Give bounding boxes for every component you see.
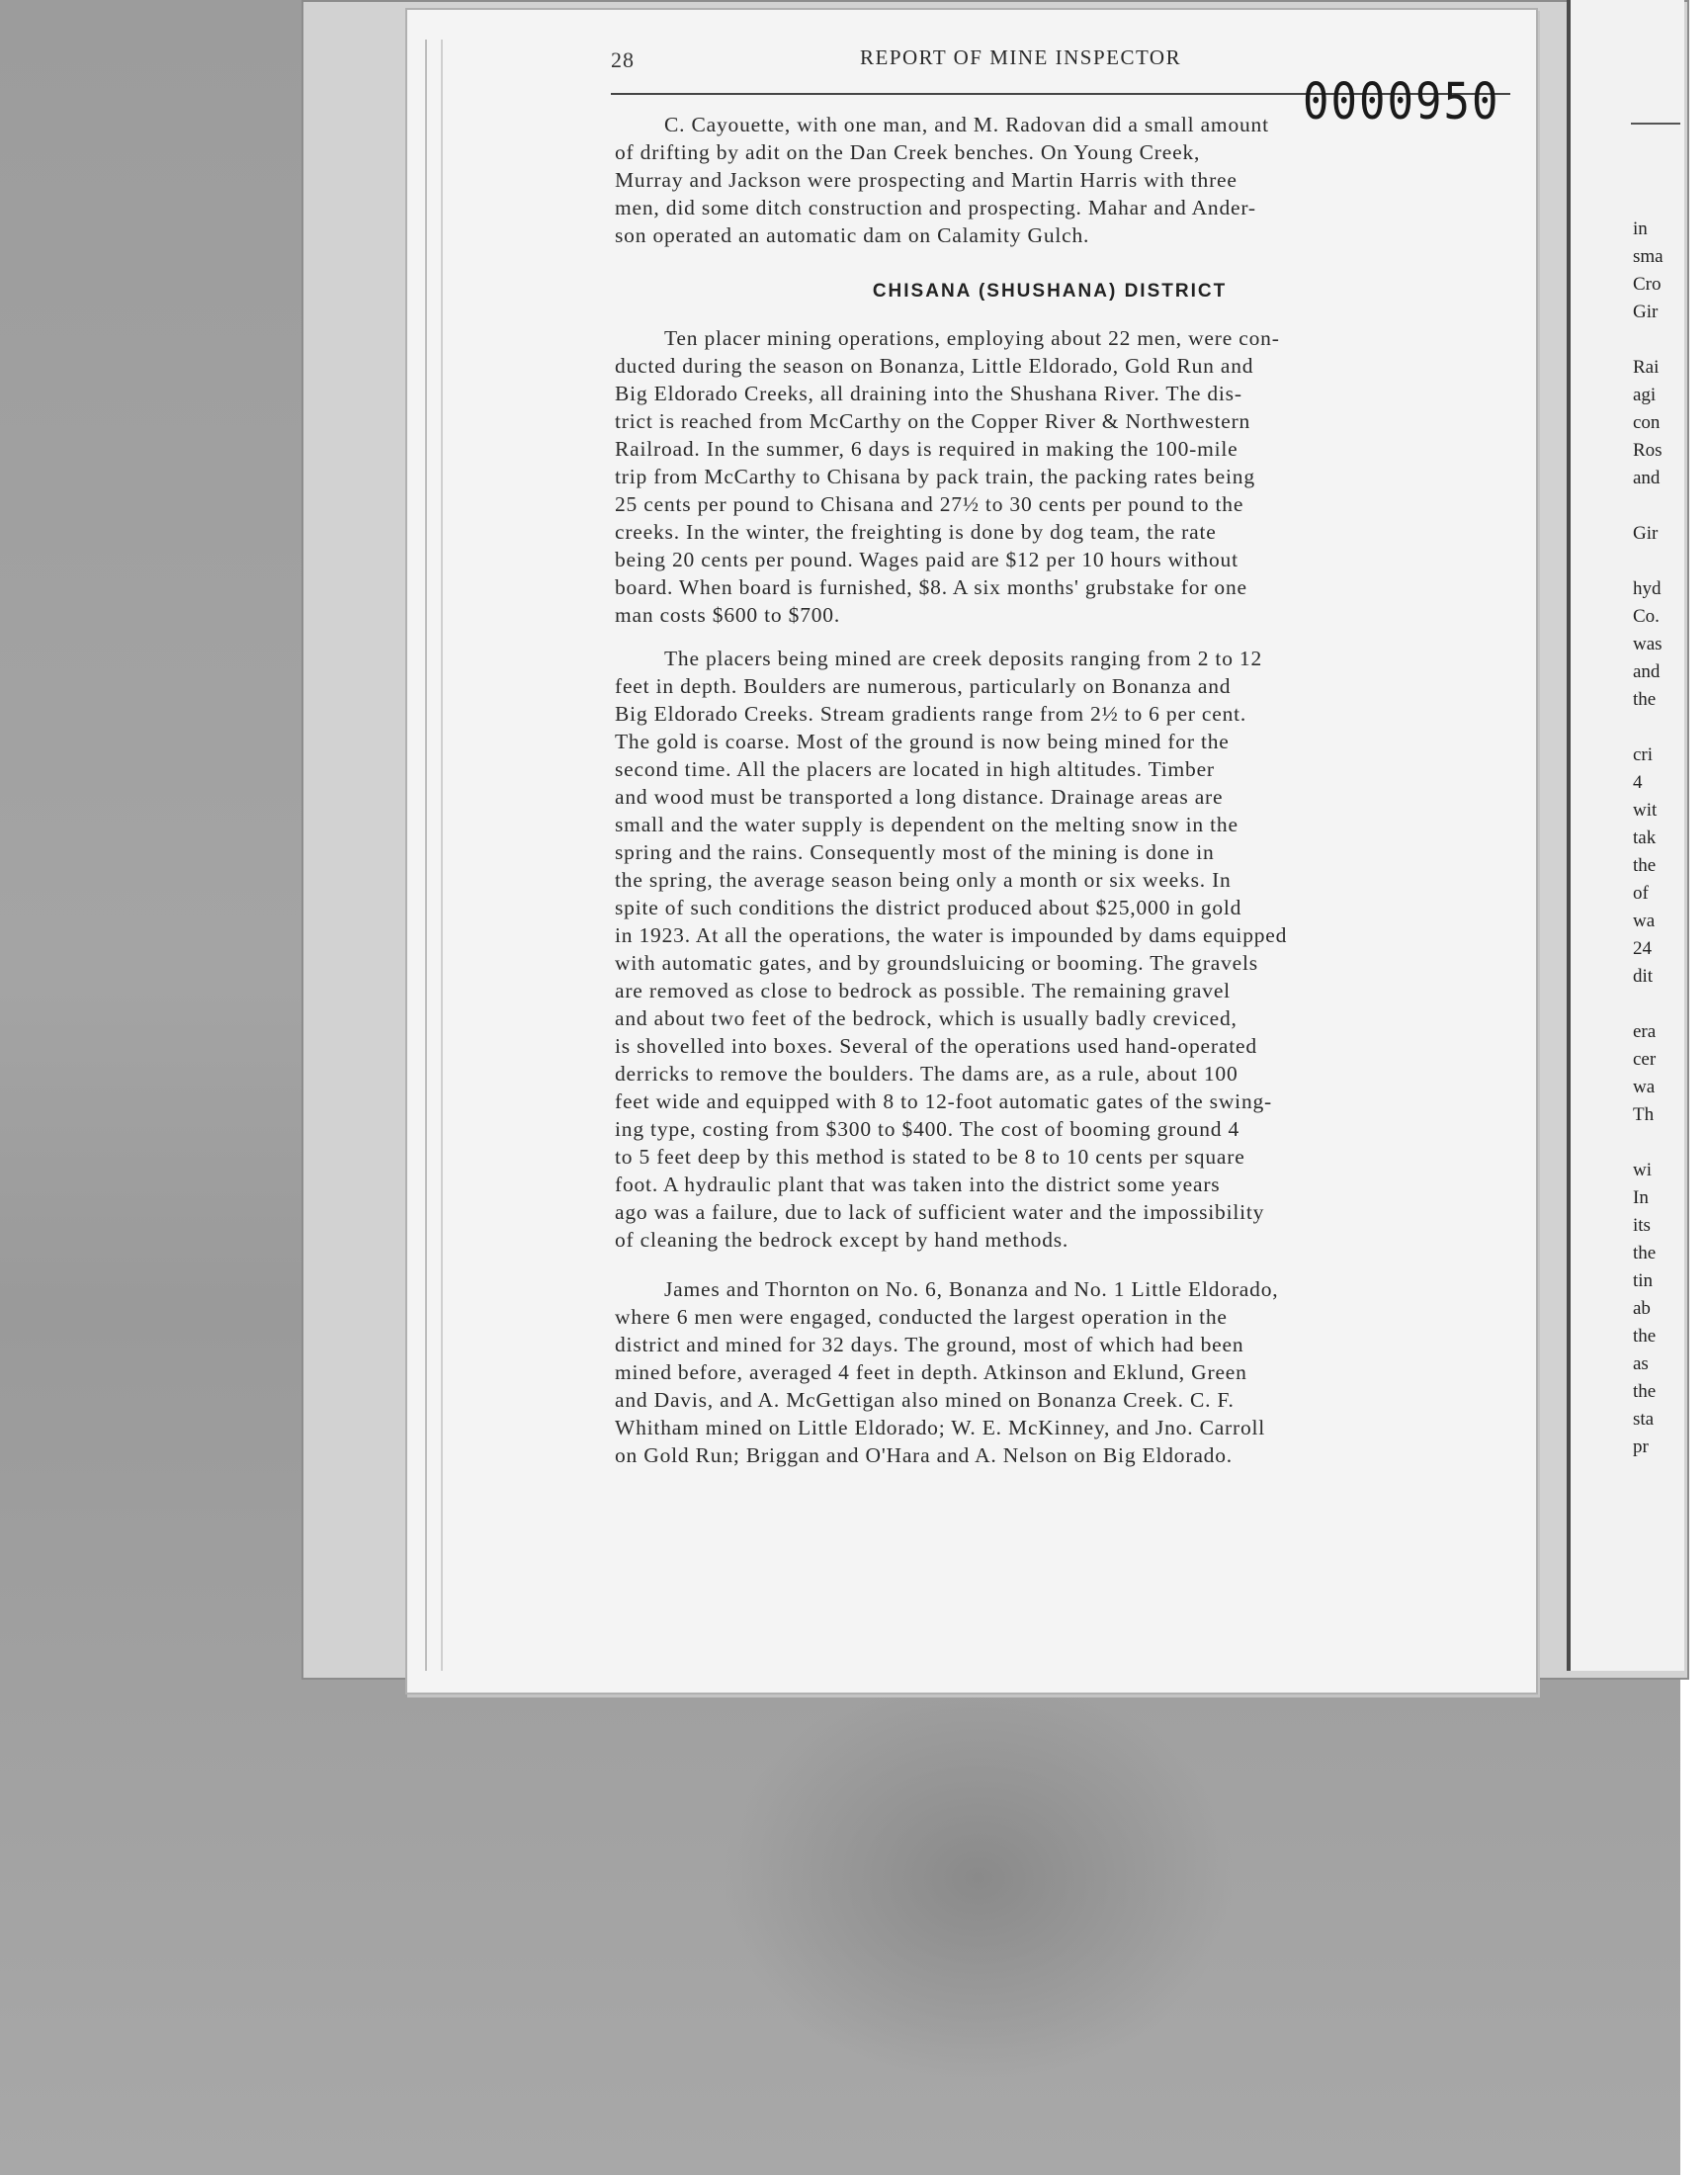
adjacent-page-fragment — [1633, 326, 1680, 354]
text-line: where 6 men were engaged, conducted the largest operation in the — [615, 1305, 1228, 1329]
text-line: Big Eldorado Creeks, all draining into the Shushana River. The dis- — [615, 382, 1242, 405]
text-line: The gold is coarse. Most of the ground is now being mined for the — [615, 730, 1230, 753]
text-line: trict is reached from McCarthy on the Copper River & Northwestern — [615, 409, 1251, 433]
adjacent-page-fragment: tak — [1633, 827, 1657, 848]
adjacent-page-fragment: the — [1633, 855, 1657, 876]
adjacent-page-fragment: tin — [1633, 1270, 1654, 1291]
text-line: with automatic gates, and by groundsluicing or booming. The gravels — [615, 951, 1258, 975]
text-line: feet in depth. Boulders are numerous, particularly on Bonanza and — [615, 674, 1232, 698]
text-line: man costs $600 to $700. — [615, 603, 841, 627]
text-line: board. When board is furnished, $8. A six months' grubstake for one — [615, 575, 1247, 599]
running-head: REPORT OF MINE INSPECTOR — [860, 45, 1182, 69]
text-line: on Gold Run; Briggan and O'Hara and A. Nelson on Big Eldorado. — [615, 1443, 1233, 1467]
adjacent-page-fragment: Ros — [1633, 440, 1663, 461]
text-line: James and Thornton on No. 6, Bonanza and No. 1 Little Eldorado, — [664, 1277, 1279, 1301]
adjacent-page-fragment — [1633, 714, 1680, 741]
text-line: second time. All the placers are located in high altitudes. Timber — [615, 757, 1215, 781]
adjacent-page-fragment: Rai — [1633, 357, 1660, 378]
adjacent-page-fragment: the — [1633, 689, 1657, 710]
adjacent-page-text — [1633, 216, 1680, 1501]
text-line: of drifting by adit on the Dan Creek benches. On Young Creek, — [615, 140, 1201, 164]
adjacent-page-fragment: the — [1633, 1326, 1657, 1347]
page-number: 28 — [611, 47, 635, 72]
adjacent-page-rule — [1631, 123, 1680, 125]
text-line: ing type, costing from $300 to $400. The cost of booming ground 4 — [615, 1117, 1240, 1141]
adjacent-page-fragment: 24 — [1633, 938, 1652, 959]
text-line: district and mined for 32 days. The ground, most of which had been — [615, 1333, 1244, 1356]
text-line: the spring, the average season being only a month or six weeks. In — [615, 868, 1232, 892]
text-line: spring and the rains. Consequently most of the mining is done in — [615, 840, 1215, 864]
adjacent-page-fragment: wi — [1633, 1160, 1652, 1180]
adjacent-page-fragment: In — [1633, 1187, 1649, 1208]
adjacent-page-fragment: ab — [1633, 1298, 1651, 1319]
text-line: derricks to remove the boulders. The dams are, as a rule, about 100 — [615, 1062, 1238, 1086]
text-line: mined before, averaged 4 feet in depth. Atkinson and Eklund, Green — [615, 1360, 1247, 1384]
text-line: of cleaning the bedrock except by hand methods. — [615, 1228, 1069, 1252]
adjacent-page-fragment: sta — [1633, 1409, 1655, 1430]
adjacent-page-fragment: wa — [1633, 911, 1656, 931]
adjacent-page-fragment: dit — [1633, 966, 1654, 987]
adjacent-page-fragment: con — [1633, 412, 1661, 433]
text-line: Ten placer mining operations, employing about 22 men, were con- — [664, 326, 1280, 350]
adjacent-page-fragment: wit — [1633, 800, 1658, 821]
adjacent-page-fragment: its — [1633, 1215, 1651, 1236]
adjacent-page-fragment — [1633, 548, 1680, 575]
adjacent-page-fragment: hyd — [1633, 578, 1662, 599]
intro-paragraph — [615, 111, 1485, 249]
text-line: and about two feet of the bedrock, which is usually badly creviced, — [615, 1006, 1238, 1030]
adjacent-page-fragment: the — [1633, 1243, 1657, 1263]
text-line: foot. A hydraulic plant that was taken into the district some years — [615, 1173, 1221, 1196]
text-line: feet wide and equipped with 8 to 12-foot automatic gates of the swing- — [615, 1089, 1273, 1113]
adjacent-page-fragment: the — [1633, 1381, 1657, 1402]
page-binding-edge — [425, 40, 443, 1671]
adjacent-page-fragment: pr — [1633, 1436, 1649, 1457]
text-line: Whitham mined on Little Eldorado; W. E. McKinney, and Jno. Carroll — [615, 1416, 1266, 1439]
adjacent-page-fragment: cri — [1633, 744, 1654, 765]
text-line: trip from McCarthy to Chisana by pack train, the packing rates being — [615, 465, 1255, 488]
text-line: Railroad. In the summer, 6 days is required in making the 100-mile — [615, 437, 1238, 461]
adjacent-page-fragment: in — [1633, 218, 1648, 239]
adjacent-page-fragment: era — [1633, 1021, 1657, 1042]
paragraph-2 — [615, 645, 1485, 1254]
adjacent-page-fragment: wa — [1633, 1077, 1656, 1097]
text-line: ago was a failure, due to lack of sufficient water and the impossibility — [615, 1200, 1265, 1224]
paragraph-3 — [615, 1275, 1485, 1469]
text-line: men, did some ditch construction and prospecting. Mahar and Ander- — [615, 196, 1256, 219]
adjacent-page-fragment: Gir — [1633, 523, 1659, 544]
paragraph-1 — [615, 324, 1485, 629]
text-line: son operated an automatic dam on Calamity Gulch. — [615, 223, 1090, 247]
text-line: and wood must be transported a long distance. Drainage areas are — [615, 785, 1224, 809]
adjacent-page-fragment: was — [1633, 634, 1663, 654]
section-heading: CHISANA (SHUSHANA) DISTRICT — [872, 281, 1228, 302]
text-line: creeks. In the winter, the freighting is done by dog team, the rate — [615, 520, 1217, 544]
text-line: Big Eldorado Creeks. Stream gradients range from 2½ to 6 per cent. — [615, 702, 1247, 726]
text-line: to 5 feet deep by this method is stated to be 8 to 10 cents per square — [615, 1145, 1245, 1169]
text-line: The placers being mined are creek deposits ranging from 2 to 12 — [664, 647, 1263, 670]
bates-number-stamp: 0000950 — [1303, 73, 1500, 131]
text-line: C. Cayouette, with one man, and M. Radovan did a small amount — [664, 113, 1269, 136]
adjacent-page-fragment: and — [1633, 661, 1661, 682]
adjacent-page-fragment: as — [1633, 1353, 1649, 1374]
adjacent-page-fragment: agi — [1633, 385, 1657, 405]
background-shadow — [722, 1671, 1236, 2086]
adjacent-page-fragment: Th — [1633, 1104, 1655, 1125]
adjacent-page-fragment: cer — [1633, 1049, 1657, 1070]
text-line: in 1923. At all the operations, the water is impounded by dams equipped — [615, 923, 1288, 947]
adjacent-page-fragment: Co. — [1633, 606, 1660, 627]
text-line: are removed as close to bedrock as possible. The remaining gravel — [615, 979, 1231, 1002]
adjacent-page-fragment — [1633, 492, 1680, 520]
text-line: and Davis, and A. McGettigan also mined on Bonanza Creek. C. F. — [615, 1388, 1235, 1412]
adjacent-page-fragment: 4 — [1633, 772, 1643, 793]
text-line: being 20 cents per pound. Wages paid are $12 per 10 hours without — [615, 548, 1238, 571]
text-line: small and the water supply is dependent on the melting snow in the — [615, 813, 1238, 836]
adjacent-page-fragment: and — [1633, 468, 1661, 488]
adjacent-page-fragment: Gir — [1633, 302, 1659, 322]
text-line: is shovelled into boxes. Several of the operations used hand-operated — [615, 1034, 1257, 1058]
text-line: ducted during the season on Bonanza, Little Eldorado, Gold Run and — [615, 354, 1254, 378]
adjacent-page-fragment: sma — [1633, 246, 1664, 267]
text-line: 25 cents per pound to Chisana and 27½ to 30 cents per pound to the — [615, 492, 1244, 516]
adjacent-page-fragment: Cro — [1633, 274, 1662, 295]
adjacent-page-fragment — [1633, 991, 1680, 1018]
text-line: Murray and Jackson were prospecting and Martin Harris with three — [615, 168, 1238, 192]
text-line: spite of such conditions the district produced about $25,000 in gold — [615, 896, 1242, 919]
adjacent-page-fragment — [1633, 1129, 1680, 1157]
adjacent-page-fragment: of — [1633, 883, 1649, 904]
